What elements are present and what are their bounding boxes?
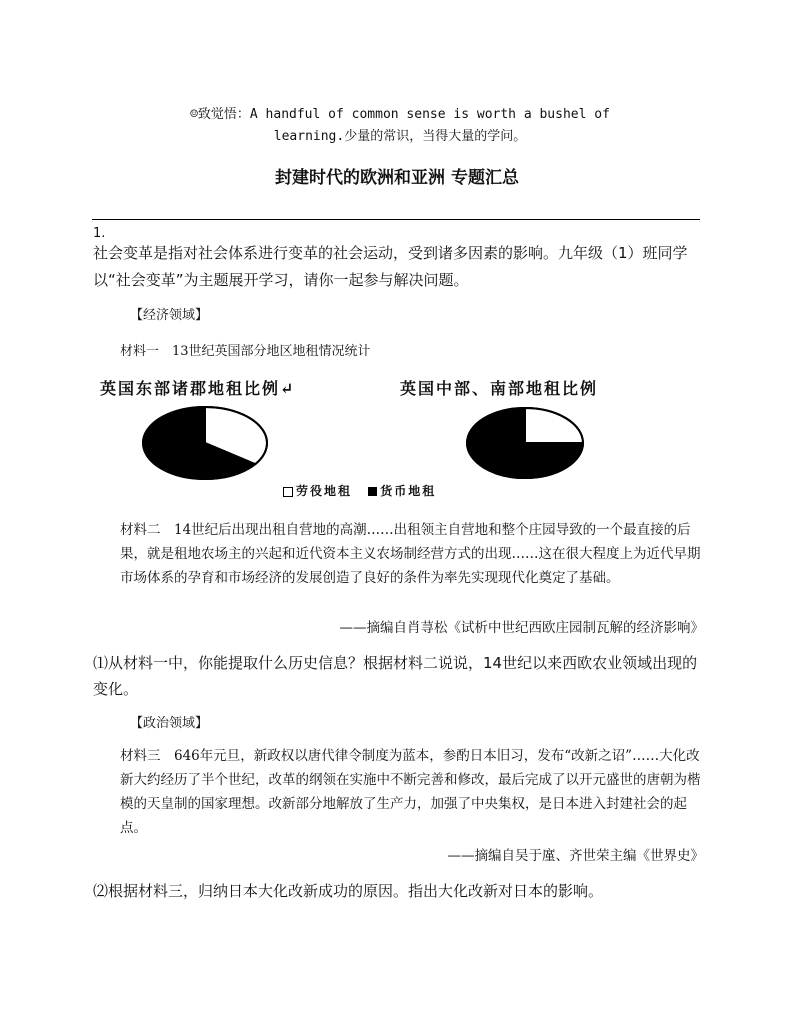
motto-line-2: learning.少量的常识，当得大量的学问。 (273, 129, 527, 144)
question-number: 1. (93, 226, 106, 241)
pie2-title: 英国中部、南部地租比例 (400, 379, 599, 398)
legend-money-swatch (368, 487, 377, 496)
legend-labor-label: 劳役地租 (296, 484, 353, 498)
question-2: ⑵根据材料三，归纳日本大化改新成功的原因。指出大化改新对日本的影响。 (93, 882, 604, 900)
pie1-group (143, 407, 267, 479)
material2-text (120, 518, 705, 590)
pie-chart-east (140, 405, 280, 485)
pie1-title: 英国东部诸郡地租比例↵ (100, 379, 296, 398)
motto-line-1: ☺致觉悟：A handful of common sense is worth a bushel of (190, 107, 610, 122)
chart-legend (283, 482, 436, 499)
section-economic: 【经济领域】 (130, 308, 209, 323)
pie2-group (467, 408, 583, 478)
material2-body: 材料二 14世纪后出现出租自营地的高潮……出租领主自营地和整个庄园导致的一个最直接的后果，就是租地农场主的兴起和近代资本主义农场制经营方式的出现……这在很大程度上为近代早期市场体系的孕育和市场经济的发展创造了良好的条件为率先实现现代化奠定了基础。 (120, 522, 701, 586)
legend-money-label: 货币地租 (380, 484, 437, 498)
material3-source: ——摘编自吴于廑、齐世荣主编《世界史》 (447, 848, 704, 864)
material2-source: ——摘编自肖荨松《试析中世纪西欧庄园制瓦解的经济影响》 (339, 620, 704, 636)
page-title: 封建时代的欧洲和亚洲 专题汇总 (275, 168, 519, 188)
section-political: 【政治领域】 (130, 716, 209, 731)
intro-text: 社会变革是指对社会体系进行变革的社会运动，受到诸多因素的影响。九年级（1）班同学以“社会变革”为主题展开学习，请你一起参与解决问题。 (93, 244, 688, 289)
pie-chart-central-south (460, 405, 600, 485)
material1-heading: 材料一 13世纪英国部分地区地租情况统计 (120, 344, 371, 359)
material3-text: 材料三 646年元旦，新政权以唐代律令制度为蓝本，参酌日本旧习，发布“改新之诏”……大化改新大约经历了半个世纪，改革的纲领在实施中不断完善和修改，最后完成了以开元盛世的唐朝为楷模的天皇制的国家理想。改新部分地解放了生产力，加强了中央集权，是日本进入封建社会的起点。 (120, 748, 701, 836)
legend-labor-swatch (283, 487, 293, 497)
question-1: ⑴从材料一中，你能提取什么历史信息？根据材料二说说，14世纪以来西欧农业领域出现的变化。 (93, 654, 698, 698)
motto (120, 104, 680, 148)
divider (92, 219, 700, 220)
